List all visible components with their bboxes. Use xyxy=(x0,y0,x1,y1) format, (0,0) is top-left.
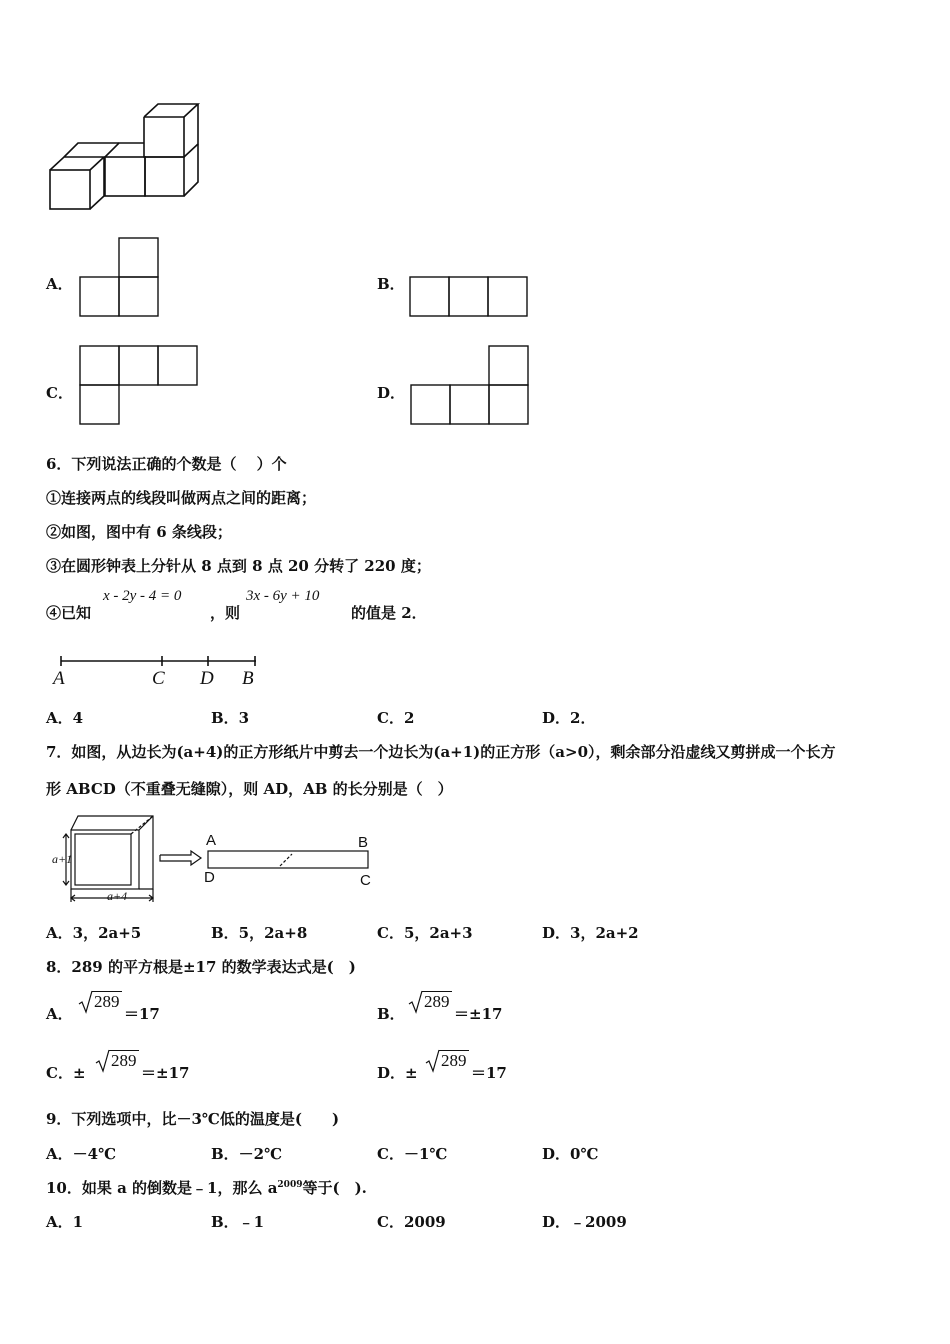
q6-statement-3: ③在圆形钟表上分针从 8 点到 8 点 20 分转了 220 度； xyxy=(46,557,431,575)
q10-exponent: 2009 xyxy=(277,1180,303,1190)
point-d-label: D xyxy=(200,668,214,689)
q6-statement-2: ②如图，图中有 6 条线段； xyxy=(46,523,232,541)
q9-option-c: C．－1℃ xyxy=(377,1145,448,1163)
q6-statement-1: ①连接两点的线段叫做两点之间的距离； xyxy=(46,489,317,507)
rect-label-c: C xyxy=(360,872,371,889)
q10-option-a: A．1 xyxy=(46,1213,84,1231)
q9-stem: 9．下列选项中，比－3℃低的温度是( ) xyxy=(46,1110,340,1128)
q8-option-b-rhs: ＝±17 xyxy=(454,1005,503,1023)
q8-option-c-label: C．± xyxy=(46,1064,86,1082)
bottom-label-a-plus-4: a+4 xyxy=(107,889,128,903)
q9-option-b: B．－2℃ xyxy=(211,1145,283,1163)
q7-option-b: B．5，2a+8 xyxy=(211,924,308,942)
q6-option-a: A．4 xyxy=(46,709,84,727)
option-d-label: D． xyxy=(377,384,406,402)
q8-stem: 8．289 的平方根是±17 的数学表达式是( ) xyxy=(46,958,356,976)
q10-option-c: C．2009 xyxy=(377,1213,446,1231)
q8-option-d-sqrt xyxy=(425,1051,469,1071)
q6-statement-4-prefix: ④已知 xyxy=(46,604,92,622)
radicand: 289 xyxy=(424,992,450,1011)
q6-equation-given: x - 2y - 4 = 0 xyxy=(103,588,182,604)
rect-label-d: D xyxy=(204,869,215,886)
q8-option-a-sqrt xyxy=(78,992,122,1012)
q6-option-d: D．2． xyxy=(542,709,596,727)
q8-option-c-rhs: ＝±17 xyxy=(141,1064,190,1082)
q8-option-d-label: D．± xyxy=(377,1064,418,1082)
q7-stem-line-2: 形 ABCD（不重叠无缝隙），则 AD，AB 的长分别是（ ） xyxy=(46,780,453,798)
q7-stem-line-1: 7．如图，从边长为(a+4)的正方形纸片中剪去一个边长为(a+1)的正方形（a>0），剩余部分沿虚线又剪拼成一个长方 xyxy=(46,743,836,761)
q10-option-d: D．﹣2009 xyxy=(542,1213,627,1231)
q6-option-c: C．2 xyxy=(377,709,415,727)
q8-option-a-rhs: ＝17 xyxy=(124,1005,160,1023)
q7-option-d: D．3，2a+2 xyxy=(542,924,639,942)
q8-option-b-sqrt xyxy=(408,992,452,1012)
q8-option-a-label: A． xyxy=(46,1005,73,1023)
radicand: 289 xyxy=(94,992,120,1011)
rect-label-b: B xyxy=(358,834,369,851)
q6-option-b: B．3 xyxy=(211,709,250,727)
q6-statement-4-mid: ，则 xyxy=(210,604,241,622)
q7-option-c: C．5，2a+3 xyxy=(377,924,473,942)
option-a-label: A． xyxy=(46,275,73,293)
q9-option-d: D．0℃ xyxy=(542,1145,599,1163)
q6-statement-4-suffix: 的值是 2． xyxy=(351,604,427,622)
radicand: 289 xyxy=(441,1051,467,1070)
q10-stem-prefix: 10．如果 a 的倒数是﹣1，那么 a xyxy=(46,1179,278,1197)
option-c-label: C． xyxy=(46,384,73,402)
q10-stem xyxy=(46,1177,367,1198)
rect-label-a: A xyxy=(206,832,217,849)
point-b-label: B xyxy=(242,668,254,689)
q6-expression: 3x - 6y + 10 xyxy=(246,588,320,604)
point-c-label: C xyxy=(152,668,165,689)
q8-option-c-sqrt xyxy=(95,1051,139,1071)
q7-option-a: A．3，2a+5 xyxy=(46,924,142,942)
q8-option-d-rhs: ＝17 xyxy=(471,1064,507,1082)
q9-option-a: A．－4℃ xyxy=(46,1145,117,1163)
q10-stem-suffix: 等于( ). xyxy=(302,1179,367,1197)
q8-option-b-label: B． xyxy=(377,1005,405,1023)
point-a-label: A xyxy=(53,668,65,689)
radicand: 289 xyxy=(111,1051,137,1070)
option-b-label: B． xyxy=(377,275,405,293)
side-label-a-plus-1: a+1 xyxy=(52,852,73,866)
q6-stem: 6．下列说法正确的个数是（ ）个 xyxy=(46,455,287,473)
q10-option-b: B．﹣1 xyxy=(211,1213,265,1231)
